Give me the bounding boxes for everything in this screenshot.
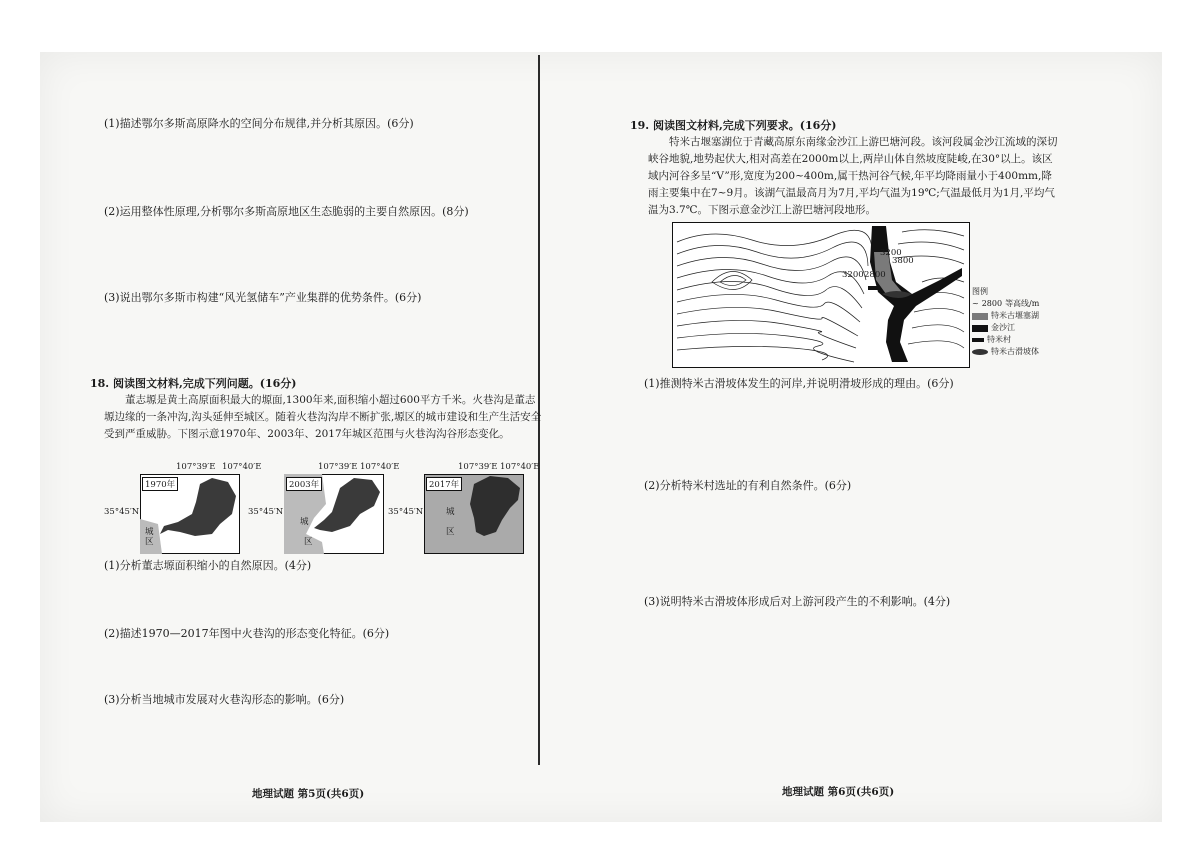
legend-lake — [972, 310, 1039, 322]
q19-heading: 19. 阅读图文材料,完成下列要求。(16分) — [630, 119, 837, 132]
footer-page-6: 地理试题 第6页(共6页) — [782, 786, 895, 798]
q18-heading: 18. 阅读图文材料,完成下列问题。(16分) — [90, 377, 297, 390]
legend-title: 图例 — [972, 287, 988, 296]
q19-3: (3)说明特米古滑坡体形成后对上游河段产生的不利影响。(4分) — [644, 595, 951, 608]
contour-label-3800: 3800 — [892, 256, 914, 266]
river-swatch — [972, 325, 988, 332]
map-2003-city2: 区 — [304, 537, 313, 547]
q17-1: (1)描述鄂尔多斯高原降水的空间分布规律,并分析其原因。(6分) — [104, 117, 414, 130]
legend-river — [972, 322, 1039, 334]
q18-2: (2)描述1970—2017年图中火巷沟的形态变化特征。(6分) — [104, 627, 390, 640]
legend-contour — [972, 298, 1039, 310]
map-2017-year: 2017年 — [426, 477, 462, 491]
map-1970-city: 城区 — [145, 527, 154, 547]
map-1970-year: 1970年 — [142, 477, 178, 491]
legend-contour-label: 等高线/m — [1005, 299, 1040, 308]
footer-page-5: 地理试题 第5页(共6页) — [252, 788, 365, 800]
q19-1: (1)推测特米古滑坡体发生的河岸,并说明滑坡形成的理由。(6分) — [644, 377, 954, 390]
map-2017-lat: 35°45′N — [388, 507, 424, 517]
q19-2: (2)分析特米村选址的有利自然条件。(6分) — [644, 479, 852, 492]
map-2017-lon2: 107°40′E — [500, 462, 540, 472]
q18-1: (1)分析董志塬面积缩小的自然原因。(4分) — [104, 559, 312, 572]
topographic-map — [672, 222, 970, 368]
legend-lake-label: 特米古堰塞湖 — [991, 311, 1039, 320]
contour-label-3200-top: 3200 — [880, 248, 902, 258]
contour-label-2800: 2800 — [864, 270, 886, 280]
legend-contour-value: 2800 — [981, 299, 1003, 308]
q18-stem: 董志塬是黄土高原面积最大的塬面,1300年来,面积缩小超过600平方千米。火巷沟是董志塬边缘的一条冲沟,沟头延伸至城区。随着火巷沟沟岸不断扩张,塬区的城市建设和生产生活安全受到严重威胁。下图示意1970年、2003年、2017年城区范围与火巷沟沟谷形态变化。 — [104, 394, 542, 440]
map-2003-lon2: 107°40′E — [360, 462, 400, 472]
map-2003-lat: 35°45′N — [248, 507, 284, 517]
map-1970-lon1: 107°39′E — [176, 462, 216, 472]
q18-3: (3)分析当地城市发展对火巷沟形态的影响。(6分) — [104, 693, 345, 706]
q19-stem: 特米古堰塞湖位于青藏高原东南缘金沙江上游巴塘河段。该河段属金沙江流域的深切峡谷地貌,地势起伏大,相对高差在2000m以上,两岸山体自然坡度陡峻,在30°以上。该区域内河谷多呈“V”形,宽度为200~400m,属干热河谷气候,年平均降雨量小于400mm,降雨主要集中在7~9月。该湖气温最高月为7月,平均气温为19℃;气温最低月为1月,平均气温为3.7℃。下图示意金沙江上游巴塘河段地形。 — [648, 136, 1058, 216]
map-2003-city1: 城 — [300, 517, 309, 527]
lake-swatch — [972, 313, 988, 320]
landslide-icon — [972, 349, 988, 355]
map-2017-lon1: 107°39′E — [458, 462, 498, 472]
map-2003-lon1: 107°39′E — [318, 462, 358, 472]
map-2017-city1: 城 — [446, 507, 455, 517]
map-2017-city2: 区 — [446, 527, 455, 537]
map-2003-year: 2003年 — [286, 477, 322, 491]
map-1970-lon2: 107°40′E — [222, 462, 262, 472]
legend-landslide-label: 特米古滑坡体 — [991, 347, 1039, 356]
map-legend — [972, 286, 1039, 358]
legend-river-label: 金沙江 — [991, 323, 1015, 332]
legend-landslide — [972, 346, 1039, 358]
map-1970-lat: 35°45′N — [104, 507, 140, 517]
legend-village — [972, 334, 1039, 346]
village-icon — [972, 338, 984, 342]
q17-2: (2)运用整体性原理,分析鄂尔多斯高原地区生态脆弱的主要自然原因。(8分) — [104, 205, 469, 218]
q17-3: (3)说出鄂尔多斯市构建“风光氢储车”产业集群的优势条件。(6分) — [104, 291, 422, 304]
legend-village-label: 特米村 — [987, 335, 1011, 344]
contour-line-icon: ~ — [972, 299, 979, 308]
contour-label-3200-mid: 3200 — [842, 270, 864, 280]
